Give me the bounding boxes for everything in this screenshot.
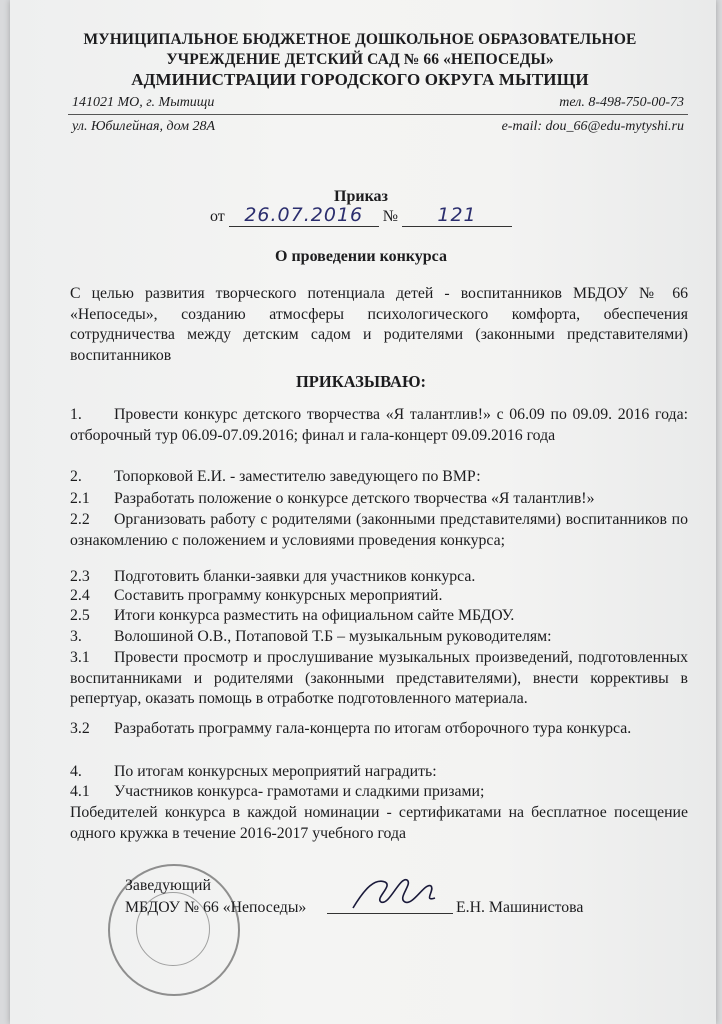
address-city: 141021 МО, г. Мытищи: [72, 95, 215, 110]
item-number: 3.: [70, 628, 82, 645]
phone: тел. 8-498-750-00-73: [559, 95, 684, 110]
item-text: Волошиной О.В., Потаповой Т.Б – музыкальным руководителям:: [114, 628, 552, 645]
order-date-number: [0, 204, 722, 227]
order-number-field: [402, 204, 512, 227]
handwritten-signature: [345, 868, 445, 918]
closing-paragraph: Победителей конкурса в каждой номинации - сертификатами на бесплатное посещение одного кружка в течение 2016-2017 учебного года: [70, 804, 688, 842]
item-3-2: [70, 719, 688, 740]
item-text: Составить программу конкурсных мероприятий.: [114, 587, 443, 604]
item-text: Участников конкурса- грамотами и сладкими призами;: [114, 783, 485, 800]
item-number: 2.1: [70, 490, 90, 507]
item-number: 2.5: [70, 607, 90, 624]
item-text: Организовать работу с родителями (законными представителями) воспитанников по ознакомлению с положением и условиями проведения конкурса;: [70, 511, 688, 549]
item-text: Топорковой Е.И. - заместителю заведующего по ВМР:: [114, 468, 481, 485]
item-2-5: [70, 606, 514, 626]
order-subject: О проведении конкурса: [275, 248, 447, 265]
item-1: [70, 405, 688, 446]
item-3: [70, 627, 552, 647]
intro-paragraph: С целью развития творческого потенциала детей - воспитанников МБДОУ № 66 «Непоседы», созданию атмосферы психологического комфорта, обеспечения сотрудничества между детским садом и родителями (законными представителями) воспитанников: [70, 285, 688, 364]
org-name-line-2: УЧРЕЖДЕНИЕ ДЕТСКИЙ САД № 66 «НЕПОСЕДЫ»: [166, 51, 554, 68]
signature-role-2: МБДОУ № 66 «Непоседы»: [125, 899, 307, 916]
org-name-line-3: АДМИНИСТРАЦИИ ГОРОДСКОГО ОКРУГА МЫТИЩИ: [131, 70, 589, 89]
from-label: от: [209, 208, 225, 225]
order-number: 121: [437, 204, 477, 226]
item-4-1: [70, 782, 484, 802]
order-word: ПРИКАЗЫВАЮ:: [295, 372, 427, 391]
item-number: 4.1: [70, 783, 90, 800]
letterhead-divider: [68, 114, 688, 115]
item-text: Итоги конкурса разместить на официальном сайте МБДОУ.: [114, 607, 515, 624]
item-number: 2.: [70, 468, 82, 485]
item-number: 4.: [70, 763, 82, 780]
number-label: №: [382, 208, 399, 225]
item-text: Разработать положение о конкурсе детского творчества «Я талантлив!»: [114, 490, 595, 507]
item-number: 2.3: [70, 568, 90, 585]
item-text: Провести просмотр и прослушивание музыкальных произведений, подготовленных воспитанниками и родителями (законными представителями), внести коррективы в репертуар, оказать помощь в отработке подготовленного материала.: [70, 649, 688, 707]
item-number: 2.4: [70, 587, 90, 604]
item-number: 3.1: [70, 649, 90, 666]
item-2: [70, 467, 481, 487]
item-4: [70, 762, 437, 782]
signature-role-1: Заведующий: [125, 877, 211, 894]
email: e-mail: dou_66@edu-mytyshi.ru: [501, 119, 684, 134]
item-number: 2.2: [70, 511, 90, 528]
item-number: 3.2: [70, 720, 90, 737]
item-number: 1.: [70, 406, 82, 423]
item-text: По итогам конкурсных мероприятий наградить:: [114, 763, 437, 780]
item-3-1: [70, 648, 688, 710]
item-text: Провести конкурс детского творчества «Я талантлив!» с 06.09 по 09.09. 2016 года: отборочный тур 06.09-07.09.2016; финал и гала-концерт 09.09.2016 года: [70, 406, 688, 444]
item-2-1: [70, 489, 594, 509]
order-title: Приказ: [334, 188, 388, 205]
item-2-2: [70, 510, 688, 551]
address-street: ул. Юбилейная, дом 28А: [72, 119, 216, 134]
item-2-4: [70, 586, 442, 606]
order-date-field: [229, 204, 379, 227]
org-name-line-1: МУНИЦИПАЛЬНОЕ БЮДЖЕТНОЕ ДОШКОЛЬНОЕ ОБРАЗОВАТЕЛЬНОЕ: [83, 31, 637, 48]
item-text: Разработать программу гала-концерта по итогам отборочного тура конкурса.: [114, 720, 632, 737]
order-date: 26.07.2016: [244, 204, 364, 226]
signature-name: Е.Н. Машинистова: [456, 899, 584, 916]
item-2-3: [70, 567, 475, 587]
item-text: Подготовить бланки-заявки для участников конкурса.: [114, 568, 476, 585]
